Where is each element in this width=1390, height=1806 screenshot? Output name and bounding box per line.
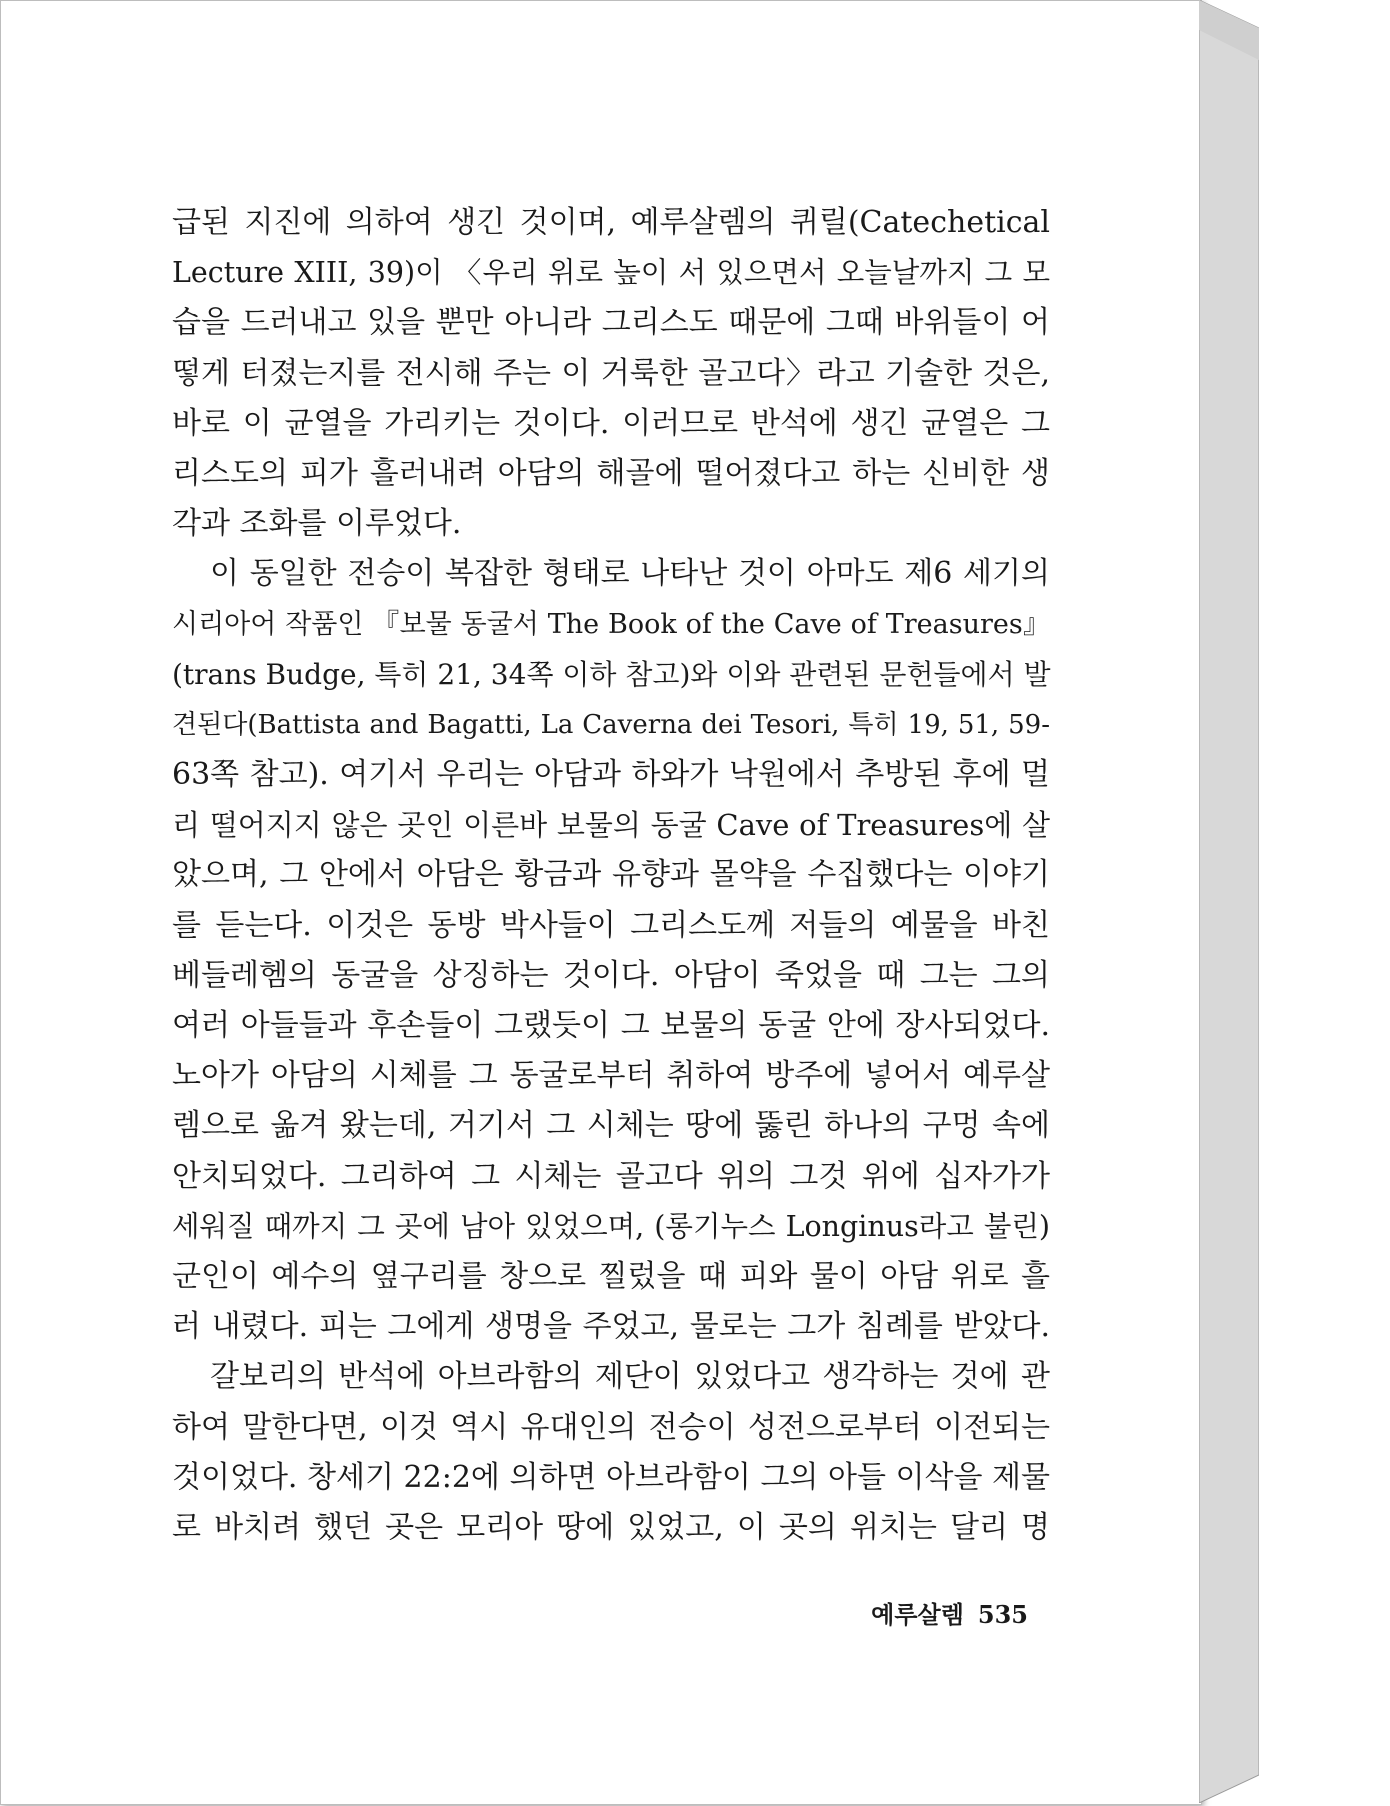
running-head: 예루살렘 (871, 1601, 964, 1629)
text-line: 63쪽 참고). 여기서 우리는 아담과 하와가 낙원에서 추방된 후에 멀 (172, 757, 1050, 793)
text-line: (trans Budge, 특히 21, 34쪽 이하 참고)와 이와 관련된 문헌들에서 발 (172, 657, 1051, 691)
text-line: 갈보리의 반석에 아브라함의 제단이 있었다고 생각하는 것에 관 (210, 1359, 1050, 1395)
text-line: 리스도의 피가 흘러내려 아담의 해골에 떨어졌다고 하는 신비한 생 (172, 455, 1050, 491)
text-line: 바로 이 균열을 가리키는 것이다. 이러므로 반석에 생긴 균열은 그 (172, 405, 1050, 441)
page-number: 535 (977, 1600, 1028, 1629)
text-line: 습을 드러내고 있을 뿐만 아니라 그리스도 때문에 그때 바위들이 어 (172, 305, 1050, 341)
text-line: 로 바치려 했던 곳은 모리아 땅에 있었고, 이 곳의 위치는 달리 명 (172, 1509, 1050, 1545)
text-line: 리 떨어지지 않은 곳인 이른바 보물의 동굴 Cave of Treasures에 살 (172, 808, 1050, 843)
text-line: 하여 말한다면, 이것 역시 유대인의 전승이 성전으로부터 이전되는 (172, 1409, 1050, 1445)
text-line: Lecture XIII, 39)이 〈우리 위로 높이 서 있으면서 오늘날까지 그 모 (172, 256, 1050, 290)
text-line: 렘으로 옮겨 왔는데, 거기서 그 시체는 땅에 뚫린 하나의 구멍 속에 (172, 1108, 1050, 1144)
text-line: 았으며, 그 안에서 아담은 황금과 유향과 몰약을 수집했다는 이야기 (172, 857, 1050, 893)
text-line: 베들레헴의 동굴을 상징하는 것이다. 아담이 죽었을 때 그는 그의 (172, 957, 1050, 993)
text-line: 노아가 아담의 시체를 그 동굴로부터 취하여 방주에 넣어서 예루살 (172, 1058, 1050, 1094)
text-line: 각과 조화를 이루었다. (172, 506, 462, 542)
page-footer (871, 1595, 1028, 1630)
text-line: 급된 지진에 의하여 생긴 것이며, 예루살렘의 퀴릴(Catechetical (172, 205, 1050, 240)
text-line: 떻게 터졌는지를 전시해 주는 이 거룩한 골고다〉라고 기술한 것은, (172, 355, 1050, 391)
text-line: 여러 아들들과 후손들이 그랬듯이 그 보물의 동굴 안에 장사되었다. (172, 1008, 1050, 1043)
text-line: 시리아어 작품인 『보물 동굴서 The Book of the Cave of Treasures』 (172, 608, 1050, 640)
text-line: 세워질 때까지 그 곳에 남아 있었으며, (롱기누스 Longinus라고 불린) (172, 1209, 1050, 1243)
text-line: 이 동일한 전승이 복잡한 형태로 나타난 것이 아마도 제6 세기의 (210, 556, 1050, 592)
text-line: 러 내렸다. 피는 그에게 생명을 주었고, 물로는 그가 침례를 받았다. (172, 1309, 1050, 1345)
text-line: 군인이 예수의 옆구리를 창으로 찔렀을 때 피와 물이 아담 위로 흘 (172, 1258, 1050, 1294)
book-spine-edge (1199, 0, 1259, 1803)
text-line: 것이었다. 창세기 22:2에 의하면 아브라함이 그의 아들 이삭을 제물 (172, 1459, 1050, 1495)
document-page (2, 2, 1198, 1802)
text-line: 견된다(Battista and Bagatti, La Caverna dei Tesori, 특히 19, 51, 59- (172, 709, 1050, 740)
text-line: 를 듣는다. 이것은 동방 박사들이 그리스도께 저들의 예물을 바친 (172, 907, 1050, 943)
body-text (172, 198, 1050, 1553)
text-line: 안치되었다. 그리하여 그 시체는 골고다 위의 그것 위에 십자가가 (172, 1158, 1050, 1194)
